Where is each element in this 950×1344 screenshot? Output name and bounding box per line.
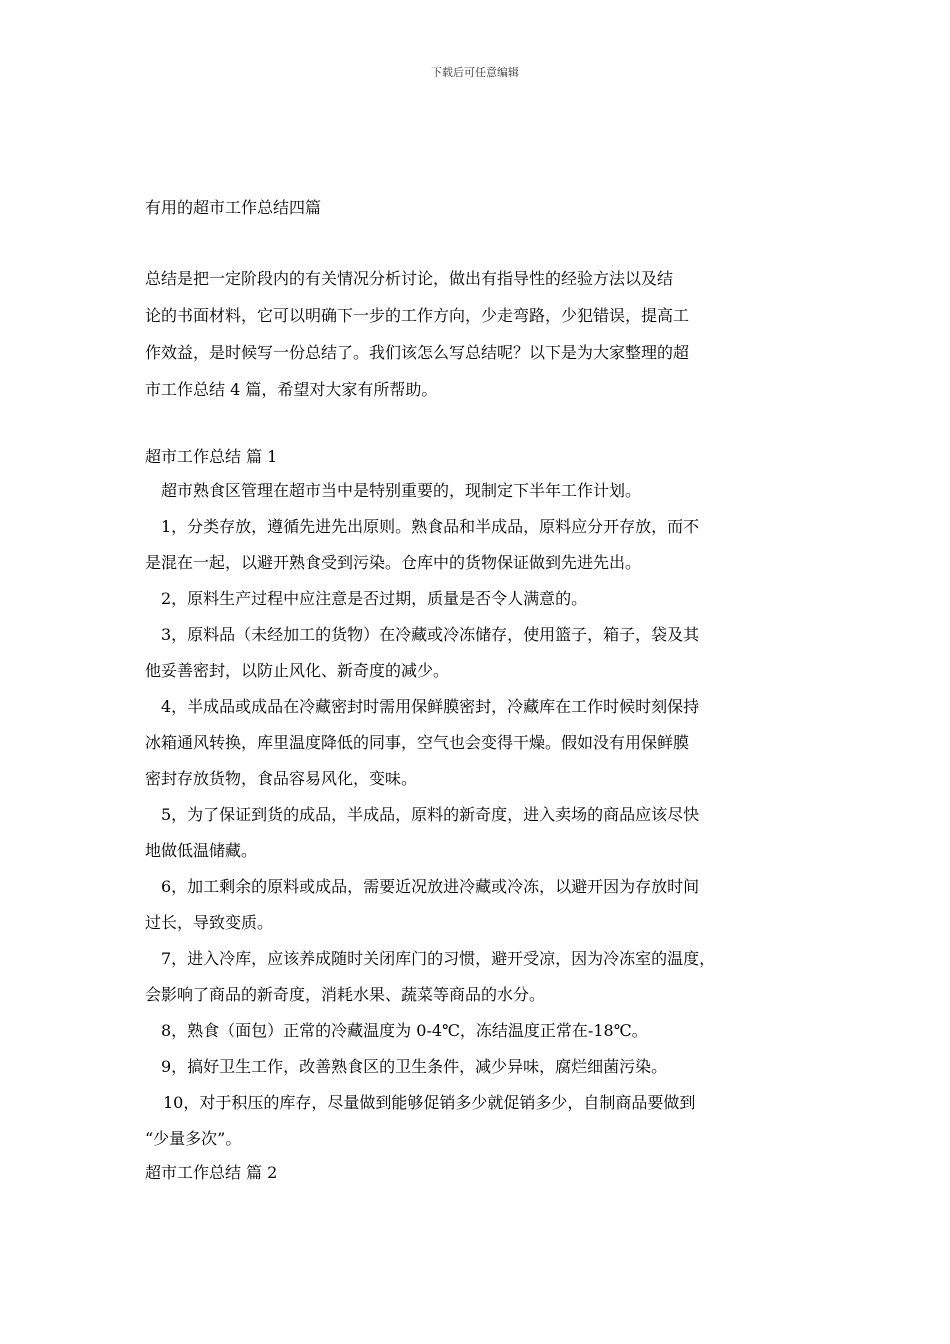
section-1-line: 超市熟食区管理在超市当中是特别重要的，现制定下半年工作计划。: [161, 481, 642, 500]
section-1-line: 2，原料生产过程中应注意是否过期，质量是否令人满意的。: [161, 589, 588, 608]
section-1-line: 他妥善密封，以防止风化、新奇度的减少。: [145, 661, 450, 680]
intro-paragraph: [145, 260, 817, 408]
intro-line: 总结是把一定阶段内的有关情况分析讨论，做出有指导性的经验方法以及结: [145, 269, 674, 288]
section-1-line: 会影响了商品的新奇度，消耗水果、蔬菜等商品的水分。: [145, 985, 546, 1004]
section-1-line: 6，加工剩余的原料或成品，需要近况放进冷藏或冷冻，以避开因为存放时间: [161, 877, 700, 896]
section-2-heading: 超市工作总结 篇 2: [145, 1163, 278, 1182]
document-title: 有用的超市工作总结四篇: [145, 198, 322, 217]
section-1-line: 是混在一起，以避开熟食受到污染。仓库中的货物保证做到先进先出。: [145, 553, 642, 572]
section-1-line: 冰箱通风转换，库里温度降低的同事，空气也会变得干燥。假如没有用保鲜膜: [145, 733, 690, 752]
section-1-line: 地做低温储藏。: [145, 841, 258, 860]
section-1: [145, 441, 825, 1189]
page-header-note: 下载后可任意编辑: [431, 66, 519, 79]
intro-line: 市工作总结 4 篇，希望对大家有所帮助。: [145, 380, 438, 399]
section-1-line: 7，进入冷库，应该养成随时关闭库门的习惯，避开受凉，因为冷冻室的温度，: [161, 949, 716, 968]
section-1-line: 9，搞好卫生工作，改善熟食区的卫生条件，减少异味，腐烂细菌污染。: [161, 1057, 668, 1076]
section-1-line: 4，半成品或成品在冷藏密封时需用保鲜膜密封，冷藏库在工作时候时刻保持: [161, 697, 700, 716]
section-1-line: 10，对于积压的库存，尽量做到能够促销多少就促销多少，自制商品要做到: [163, 1093, 696, 1112]
section-1-line: 8，熟食（面包）正常的冷藏温度为 0-4℃，冻结温度正常在-18℃。: [161, 1021, 648, 1040]
section-1-line: “少量多次”。: [145, 1129, 242, 1148]
section-1-line: 过长，导致变质。: [145, 913, 274, 932]
intro-line: 作效益，是时候写一份总结了。我们该怎么写总结呢？以下是为大家整理的超: [145, 343, 690, 362]
section-1-line: 5，为了保证到货的成品，半成品，原料的新奇度，进入卖场的商品应该尽快: [161, 805, 700, 824]
section-1-heading: 超市工作总结 篇 1: [145, 447, 278, 466]
section-1-line: 1，分类存放，遵循先进先出原则。熟食品和半成品，原料应分开存放，而不: [161, 517, 700, 536]
intro-line: 论的书面材料，它可以明确下一步的工作方向，少走弯路，少犯错误，提高工: [145, 306, 690, 325]
section-1-line: 3，原料品（未经加工的货物）在冷藏或冷冻储存，使用篮子，箱子，袋及其: [161, 625, 700, 644]
section-1-line: 密封存放货物，食品容易风化，变味。: [145, 769, 418, 788]
